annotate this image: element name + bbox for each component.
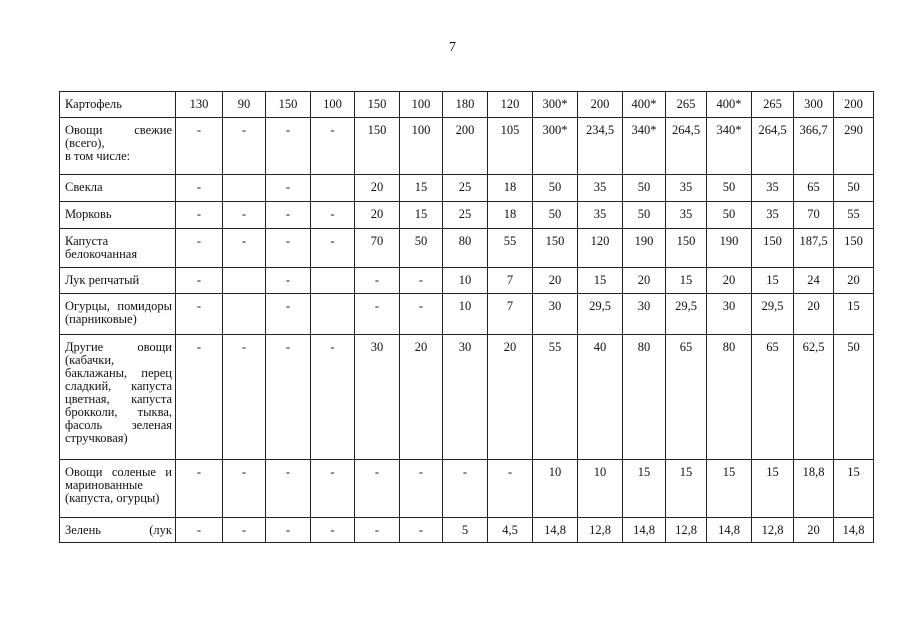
table-cell: - bbox=[223, 460, 266, 518]
table-cell: 25 bbox=[443, 175, 488, 202]
row-label: Другие овощи (кабачки, баклажаны, перец сладкий, капуста цветная, капуста брокколи, тыква, фасоль зеленая стручковая) bbox=[60, 335, 176, 460]
table-cell: 340* bbox=[623, 118, 666, 175]
table-cell: 180 bbox=[443, 92, 488, 118]
table-cell: 200 bbox=[834, 92, 874, 118]
table-cell: - bbox=[223, 118, 266, 175]
table-cell: - bbox=[266, 335, 311, 460]
table-cell bbox=[311, 268, 355, 294]
table-cell bbox=[223, 268, 266, 294]
table-cell: 15 bbox=[666, 268, 707, 294]
row-label: Огурцы, помидоры (парниковые) bbox=[60, 294, 176, 335]
table-cell: 50 bbox=[834, 175, 874, 202]
table-cell: 234,5 bbox=[578, 118, 623, 175]
table-cell: - bbox=[311, 518, 355, 543]
table-cell: 14,8 bbox=[834, 518, 874, 543]
table-cell: - bbox=[176, 175, 223, 202]
table-cell: 265 bbox=[752, 92, 794, 118]
table-cell: 12,8 bbox=[578, 518, 623, 543]
row-label: Овощи свежие (всего), в том числе: bbox=[60, 118, 176, 175]
table-cell: 65 bbox=[794, 175, 834, 202]
table-cell: 15 bbox=[623, 460, 666, 518]
table-cell: - bbox=[266, 268, 311, 294]
table-cell: 130 bbox=[176, 92, 223, 118]
table-cell: 4,5 bbox=[488, 518, 533, 543]
table-cell: 290 bbox=[834, 118, 874, 175]
table-cell: 20 bbox=[623, 268, 666, 294]
table-cell: 55 bbox=[834, 202, 874, 229]
table-cell: 190 bbox=[623, 229, 666, 268]
table-cell: 29,5 bbox=[666, 294, 707, 335]
table-cell: - bbox=[223, 518, 266, 543]
table-cell: 300 bbox=[794, 92, 834, 118]
table-cell: 30 bbox=[707, 294, 752, 335]
row-label: Зелень (лук bbox=[60, 518, 176, 543]
table-cell: 80 bbox=[623, 335, 666, 460]
table-cell: 15 bbox=[707, 460, 752, 518]
table-cell: 20 bbox=[794, 518, 834, 543]
table-cell: 105 bbox=[488, 118, 533, 175]
table-cell: - bbox=[223, 335, 266, 460]
table-cell: 300* bbox=[533, 118, 578, 175]
table-cell: 80 bbox=[707, 335, 752, 460]
table-body bbox=[60, 92, 874, 543]
table-cell: - bbox=[223, 202, 266, 229]
table-cell: - bbox=[488, 460, 533, 518]
table-cell: 340* bbox=[707, 118, 752, 175]
table-cell bbox=[311, 175, 355, 202]
table-cell: 50 bbox=[533, 175, 578, 202]
table-cell: - bbox=[311, 202, 355, 229]
table-cell: - bbox=[266, 175, 311, 202]
table-cell: 7 bbox=[488, 268, 533, 294]
table-cell: 15 bbox=[834, 460, 874, 518]
table-cell: 50 bbox=[623, 202, 666, 229]
table-cell: 100 bbox=[400, 92, 443, 118]
table-cell: - bbox=[176, 335, 223, 460]
table-cell: - bbox=[176, 294, 223, 335]
table-cell: 187,5 bbox=[794, 229, 834, 268]
table-cell: 65 bbox=[752, 335, 794, 460]
table-cell: 55 bbox=[533, 335, 578, 460]
table-cell: 10 bbox=[443, 294, 488, 335]
table-cell: - bbox=[176, 518, 223, 543]
table-cell: 29,5 bbox=[578, 294, 623, 335]
table-cell: 50 bbox=[623, 175, 666, 202]
table-cell: 7 bbox=[488, 294, 533, 335]
table-cell: 25 bbox=[443, 202, 488, 229]
table-cell: 264,5 bbox=[752, 118, 794, 175]
table-cell: 50 bbox=[400, 229, 443, 268]
table-cell: - bbox=[266, 460, 311, 518]
table-cell: 20 bbox=[794, 294, 834, 335]
table-cell: 150 bbox=[666, 229, 707, 268]
table-cell: 30 bbox=[355, 335, 400, 460]
table-row bbox=[60, 518, 874, 543]
table-cell: - bbox=[400, 294, 443, 335]
table-cell: 80 bbox=[443, 229, 488, 268]
table-cell: - bbox=[355, 518, 400, 543]
table-cell: 35 bbox=[666, 175, 707, 202]
table-cell: 14,8 bbox=[707, 518, 752, 543]
table-cell: 65 bbox=[666, 335, 707, 460]
table-cell: 5 bbox=[443, 518, 488, 543]
table-cell: 50 bbox=[707, 202, 752, 229]
table-cell: 35 bbox=[752, 175, 794, 202]
table-cell: 366,7 bbox=[794, 118, 834, 175]
table-cell: - bbox=[176, 268, 223, 294]
table-cell: - bbox=[355, 460, 400, 518]
table-cell: 50 bbox=[834, 335, 874, 460]
table-cell: - bbox=[176, 118, 223, 175]
table-cell: 150 bbox=[355, 118, 400, 175]
table-cell bbox=[223, 175, 266, 202]
table-cell: - bbox=[311, 229, 355, 268]
table-cell: - bbox=[266, 518, 311, 543]
table-cell: - bbox=[355, 268, 400, 294]
table-cell bbox=[223, 294, 266, 335]
table-cell: 90 bbox=[223, 92, 266, 118]
table-cell: 18,8 bbox=[794, 460, 834, 518]
table-cell: - bbox=[176, 460, 223, 518]
table-cell: 15 bbox=[400, 175, 443, 202]
table-cell: 15 bbox=[834, 294, 874, 335]
table-cell: 35 bbox=[578, 175, 623, 202]
table-cell: 20 bbox=[488, 335, 533, 460]
table-cell: 24 bbox=[794, 268, 834, 294]
table-cell: 20 bbox=[533, 268, 578, 294]
table-cell: - bbox=[223, 229, 266, 268]
table-cell: 12,8 bbox=[752, 518, 794, 543]
row-label: Свекла bbox=[60, 175, 176, 202]
norms-table bbox=[59, 91, 874, 543]
table-cell: 150 bbox=[266, 92, 311, 118]
table-cell: 150 bbox=[355, 92, 400, 118]
table-cell: 10 bbox=[578, 460, 623, 518]
table-cell: 62,5 bbox=[794, 335, 834, 460]
table-cell: 30 bbox=[623, 294, 666, 335]
table-cell: - bbox=[355, 294, 400, 335]
table-cell: 50 bbox=[707, 175, 752, 202]
table-cell: 200 bbox=[443, 118, 488, 175]
table-cell: - bbox=[400, 268, 443, 294]
table-cell: 150 bbox=[834, 229, 874, 268]
table-cell: 14,8 bbox=[533, 518, 578, 543]
table-cell: - bbox=[400, 518, 443, 543]
table-cell bbox=[311, 294, 355, 335]
table-row bbox=[60, 202, 874, 229]
table-cell: - bbox=[266, 118, 311, 175]
table-cell: - bbox=[266, 229, 311, 268]
table-cell: 264,5 bbox=[666, 118, 707, 175]
table-cell: 265 bbox=[666, 92, 707, 118]
table-cell: 20 bbox=[400, 335, 443, 460]
table-cell: 20 bbox=[834, 268, 874, 294]
table-cell: 29,5 bbox=[752, 294, 794, 335]
table-cell: 70 bbox=[794, 202, 834, 229]
table-cell: 35 bbox=[578, 202, 623, 229]
table-cell: 15 bbox=[578, 268, 623, 294]
table-cell: 40 bbox=[578, 335, 623, 460]
row-label: Капуста белокочанная bbox=[60, 229, 176, 268]
table-cell: 150 bbox=[752, 229, 794, 268]
table-cell: 10 bbox=[533, 460, 578, 518]
row-label: Овощи соленые и маринованные (капуста, огурцы) bbox=[60, 460, 176, 518]
page-number: 7 bbox=[449, 40, 456, 55]
table-cell: - bbox=[266, 294, 311, 335]
table-cell: 20 bbox=[355, 202, 400, 229]
table-cell: 30 bbox=[533, 294, 578, 335]
table-cell: - bbox=[311, 460, 355, 518]
table-cell: 120 bbox=[578, 229, 623, 268]
table-cell: 35 bbox=[752, 202, 794, 229]
table-cell: - bbox=[400, 460, 443, 518]
table-cell: 35 bbox=[666, 202, 707, 229]
table-cell: 400* bbox=[707, 92, 752, 118]
table-cell: - bbox=[176, 229, 223, 268]
table-cell: 150 bbox=[533, 229, 578, 268]
table-cell: 20 bbox=[355, 175, 400, 202]
table-row bbox=[60, 118, 874, 175]
table-cell: 20 bbox=[707, 268, 752, 294]
table-cell: 14,8 bbox=[623, 518, 666, 543]
row-label: Морковь bbox=[60, 202, 176, 229]
table-cell: 30 bbox=[443, 335, 488, 460]
table-row bbox=[60, 294, 874, 335]
row-label: Картофель bbox=[60, 92, 176, 118]
table-cell: 18 bbox=[488, 202, 533, 229]
row-label: Лук репчатый bbox=[60, 268, 176, 294]
table-cell: - bbox=[266, 202, 311, 229]
table-row bbox=[60, 460, 874, 518]
table-cell: 70 bbox=[355, 229, 400, 268]
table-row bbox=[60, 268, 874, 294]
table-cell: 12,8 bbox=[666, 518, 707, 543]
table-cell: 400* bbox=[623, 92, 666, 118]
table-cell: 190 bbox=[707, 229, 752, 268]
table-cell: 100 bbox=[400, 118, 443, 175]
table-cell: - bbox=[311, 118, 355, 175]
table-cell: 55 bbox=[488, 229, 533, 268]
table-cell: 10 bbox=[443, 268, 488, 294]
table-cell: 100 bbox=[311, 92, 355, 118]
table-row bbox=[60, 92, 874, 118]
table-cell: - bbox=[311, 335, 355, 460]
table-row bbox=[60, 175, 874, 202]
table-cell: 120 bbox=[488, 92, 533, 118]
table-cell: 50 bbox=[533, 202, 578, 229]
table-cell: 15 bbox=[400, 202, 443, 229]
table-cell: 15 bbox=[752, 268, 794, 294]
table-row bbox=[60, 229, 874, 268]
table-cell: 200 bbox=[578, 92, 623, 118]
table-row bbox=[60, 335, 874, 460]
table-cell: - bbox=[176, 202, 223, 229]
table-cell: 300* bbox=[533, 92, 578, 118]
table-cell: 15 bbox=[752, 460, 794, 518]
table-cell: 15 bbox=[666, 460, 707, 518]
table-cell: - bbox=[443, 460, 488, 518]
table-cell: 18 bbox=[488, 175, 533, 202]
